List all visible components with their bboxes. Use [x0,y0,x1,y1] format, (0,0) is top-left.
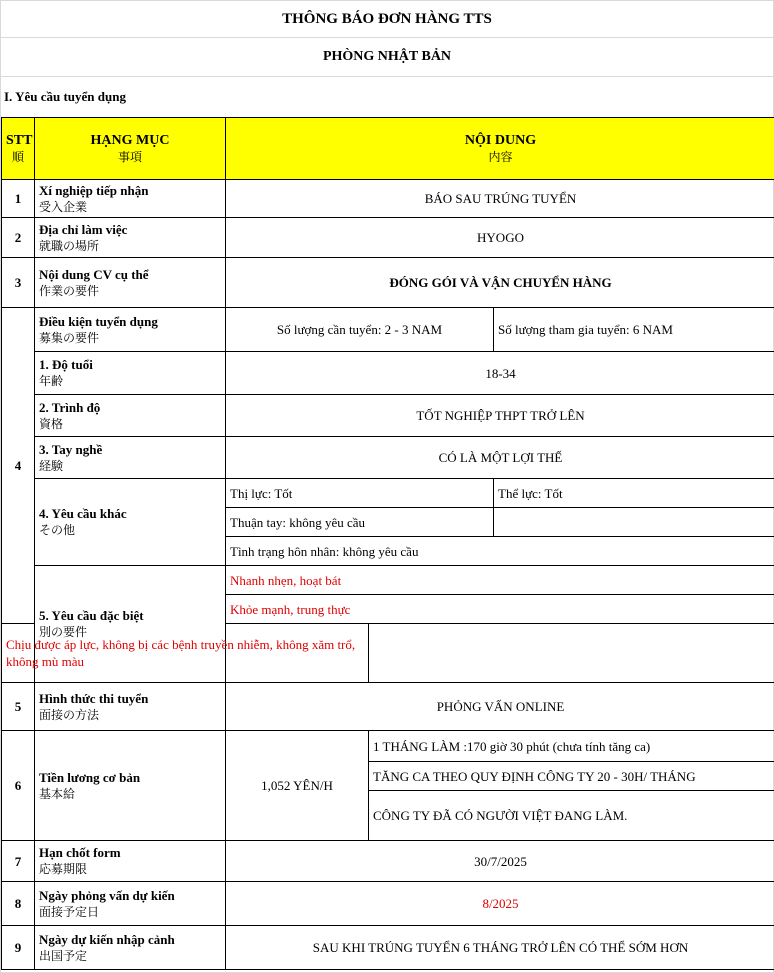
row-number: 6 [2,731,35,841]
special-requirement: Chịu được áp lực, không bị các bệnh truyền nhiễm, không xăm trổ, không mù màu [2,624,369,683]
row-value: 30/7/2025 [226,841,774,882]
empty-cell [494,508,774,537]
table-row [2,841,774,882]
eyesight-value: Thị lực: Tốt [226,479,494,508]
special-requirement: Khỏe mạnh, trung thực [226,595,774,624]
table-row [2,218,774,258]
table-row [2,180,774,218]
row-label: Tiền lương cơ bản 基本給 [35,731,226,841]
row-label: 3. Tay nghề 経験 [35,437,226,479]
handedness-value: Thuận tay: không yêu cầu [226,508,494,537]
row-label: Ngày phỏng vấn dự kiến 面接予定日 [35,882,226,926]
row-number: 1 [2,180,35,218]
table-row [2,882,774,926]
marriage-value: Tình trạng hôn nhân: không yêu cầu [226,537,774,566]
quantity-joining: Số lượng tham gia tuyển: 6 NAM [494,308,774,352]
row-label: Địa chỉ làm việc 就職の場所 [35,218,226,258]
salary-note: TĂNG CA THEO QUY ĐỊNH CÔNG TY 20 - 30H/ THÁNG [369,762,774,791]
row-label: Ngày dự kiến nhập cảnh 出国予定 [35,926,226,970]
section-heading: I. Yêu cầu tuyển dụng [4,89,126,104]
row-number: 7 [2,841,35,882]
header-content: NỘI DUNG 内容 [226,118,774,180]
table-row [2,731,774,762]
table-row [2,926,774,970]
row-value: BÁO SAU TRÚNG TUYỂN [226,180,774,218]
fitness-value: Thể lực: Tốt [494,479,774,508]
row-number: 2 [2,218,35,258]
header-stt: STT 順 [2,118,35,180]
table-row [2,437,774,479]
row-value: HYOGO [226,218,774,258]
table-row [2,683,774,731]
row-value: PHỎNG VẤN ONLINE [226,683,774,731]
hourly-wage: 1,052 YÊN/H [226,731,369,841]
table-row [2,308,774,352]
row-value: ĐÓNG GÓI VÀ VẬN CHUYỂN HÀNG [226,258,774,308]
table-row [2,479,774,508]
table-row [2,624,774,683]
row-label: 2. Trình độ 資格 [35,395,226,437]
table-row [2,352,774,395]
skill-value: CÓ LÀ MỘT LỢI THẾ [226,437,774,479]
table-header-row [2,118,774,180]
row-label: Điều kiện tuyển dụng 募集の要件 [35,308,226,352]
special-requirement: Nhanh nhẹn, hoạt bát [226,566,774,595]
document-title: THÔNG BÁO ĐƠN HÀNG TTS [1,1,773,38]
table-row [2,566,774,595]
row-label: 4. Yêu cầu khác その他 [35,479,226,566]
row-number: 3 [2,258,35,308]
row-label: 5. Yêu cầu đặc biệt 別の要件 [35,566,226,683]
row-label: 1. Độ tuổi 年齢 [35,352,226,395]
row-number: 5 [2,683,35,731]
table-row [2,395,774,437]
education-value: TỐT NGHIỆP THPT TRỞ LÊN [226,395,774,437]
row-value: 8/2025 [226,882,774,926]
row-number: 8 [2,882,35,926]
requirements-table [1,117,774,970]
row-label: Nội dung CV cụ thể 作業の要件 [35,258,226,308]
salary-note: CÔNG TY ĐÃ CÓ NGƯỜI VIỆT ĐANG LÀM. [369,791,774,841]
table-row [2,258,774,308]
salary-note: 1 THÁNG LÀM :170 giờ 30 phút (chưa tính tăng ca) [369,731,774,762]
row-label: Hạn chốt form 応募期限 [35,841,226,882]
age-value: 18-34 [226,352,774,395]
quantity-needed: Số lượng cần tuyển: 2 - 3 NAM [226,308,494,352]
header-category: HẠNG MỤC 事項 [35,118,226,180]
row-number: 4 [2,308,35,624]
row-value: SAU KHI TRÚNG TUYỂN 6 THÁNG TRỞ LÊN CÓ THỂ SỚM HƠN [226,926,774,970]
department-title: PHÒNG NHẬT BẢN [1,38,773,77]
row-number: 9 [2,926,35,970]
row-label: Hình thức thi tuyển 面接の方法 [35,683,226,731]
row-label: Xí nghiệp tiếp nhận 受入企業 [35,180,226,218]
